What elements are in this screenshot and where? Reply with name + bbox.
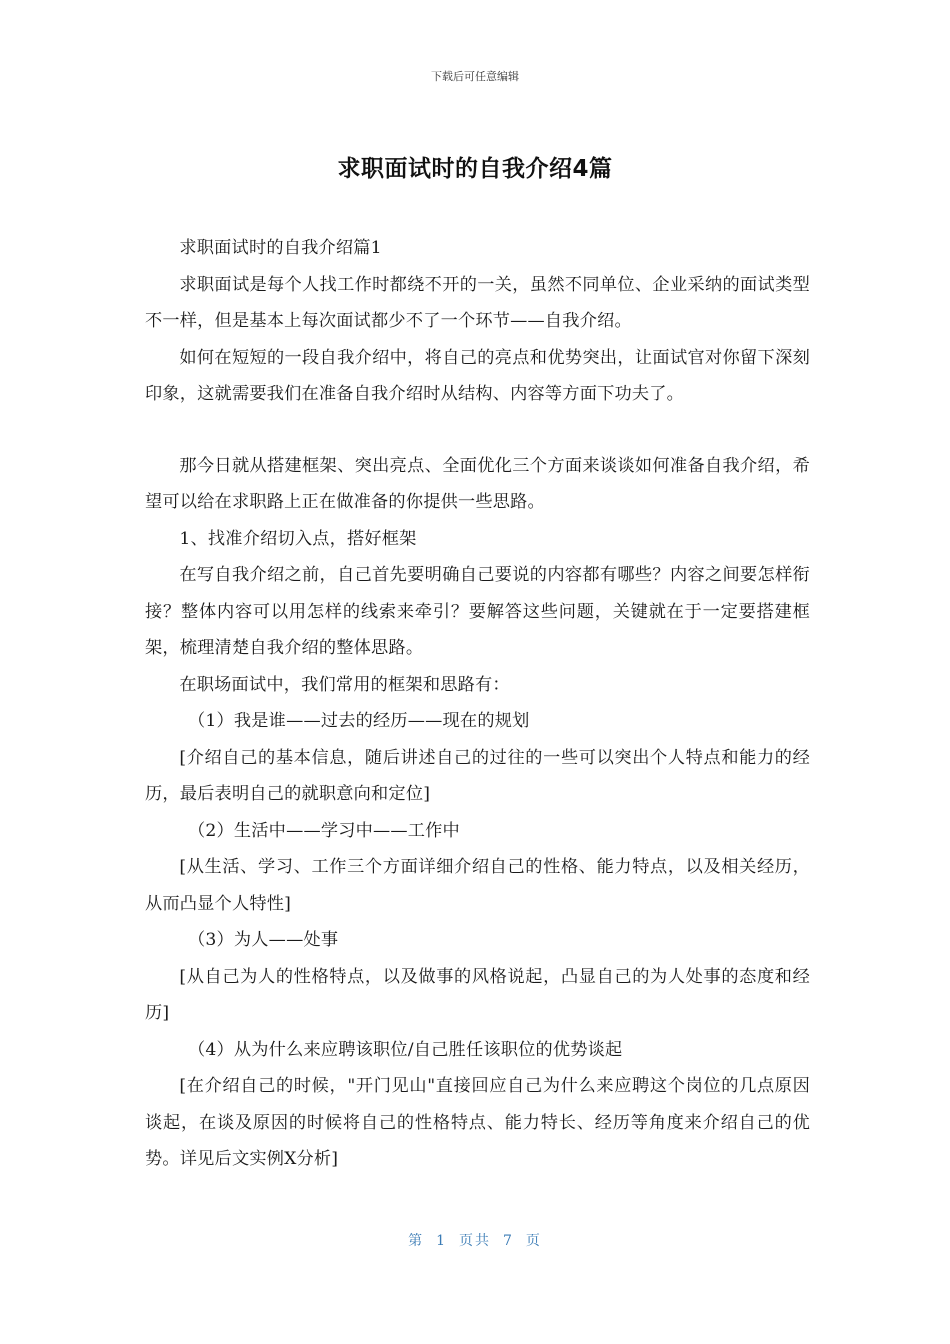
body-paragraph: 求职面试是每个人找工作时都绕不开的一关，虽然不同单位、企业采纳的面试类型不一样，但是基本上每次面试都少不了一个环节——自我介绍。 [145, 274, 810, 331]
body-paragraph: 那今日就从搭建框架、突出亮点、全面优化三个方面来谈谈如何准备自我介绍，希望可以给在求职路上正在做准备的你提供一些思路。 [145, 455, 810, 512]
document-body [145, 230, 810, 1178]
framework-item: （2）生活中——学习中——工作中 [188, 820, 460, 841]
body-paragraph: 在写自我介绍之前，自己首先要明确自己要说的内容都有哪些？内容之间要怎样衔接？整体内容可以用怎样的线索来牵引？要解答这些问题，关键就在于一定要搭建框架，梳理清楚自我介绍的整体思路。 [145, 565, 810, 658]
framework-note: [介绍自己的基本信息，随后讲述自己的过往的一些可以突出个人特点和能力的经历，最后表明自己的就职意向和定位] [145, 747, 810, 804]
body-paragraph: 在职场面试中，我们常用的框架和思路有： [179, 674, 510, 695]
framework-item: （4）从为什么来应聘该职位/自己胜任该职位的优势谈起 [188, 1039, 623, 1060]
section-heading: 求职面试时的自我介绍篇1 [179, 238, 382, 258]
framework-item: （3）为人——处事 [188, 930, 339, 950]
framework-note: [在介绍自己的时候，"开门见山"直接回应自己为什么来应聘这个岗位的几点原因谈起，在谈及原因的时候将自己的性格特点、能力特长、经历等角度来介绍自己的优势。详见后文实例X分析] [145, 1076, 810, 1169]
framework-item: （1）我是谁——过去的经历——现在的规划 [188, 711, 530, 731]
framework-note: [从生活、学习、工作三个方面详细介绍自己的性格、能力特点，以及相关经历，从而凸显个人特性] [145, 857, 810, 914]
footer-page-number: 1 [436, 1233, 447, 1249]
page-footer [0, 1230, 950, 1250]
header-note: 下载后可任意编辑 [431, 70, 519, 83]
footer-prefix: 第 [408, 1233, 425, 1249]
footer-middle: 页共 [459, 1233, 491, 1249]
footer-total-pages: 7 [503, 1233, 514, 1249]
framework-note: [从自己为人的性格特点，以及做事的风格说起，凸显自己的为人处事的态度和经历] [145, 966, 810, 1023]
subheading: 1、找准介绍切入点，搭好框架 [179, 528, 417, 549]
page-title: 求职面试时的自我介绍4篇 [337, 156, 613, 182]
body-paragraph: 如何在短短的一段自我介绍中，将自己的亮点和优势突出，让面试官对你留下深刻印象，这就需要我们在准备自我介绍时从结构、内容等方面下功夫了。 [145, 347, 810, 404]
footer-suffix: 页 [525, 1233, 542, 1249]
